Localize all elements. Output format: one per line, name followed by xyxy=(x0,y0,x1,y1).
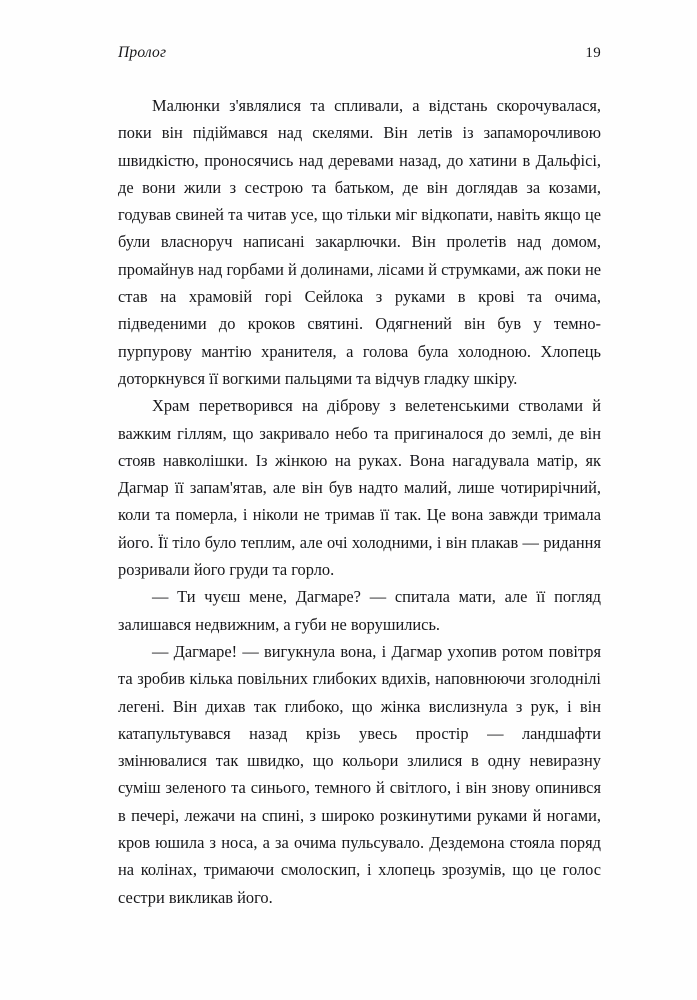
chapter-name: Пролог xyxy=(118,44,167,61)
running-head xyxy=(118,44,601,66)
paragraph: Малюнки з'являлися та спливали, а відстань скорочувалася, поки він підіймався над скелями. Він летів із запаморочливою швидкістю, проносячись над деревами назад, до хатини в Дальфісі, де вони жили з сестрою та батьком, де він доглядав за козами, годував свиней та читав усе, що тільки міг відкопати, навіть якщо це були власноруч написані закарлючки. Він пролетів над домом, промайнув над горбами й долинами, лісами й струмками, аж поки не став на храмовій горі Сейлока з руками в крові та очима, підведеними до кроков святині. Одягнений він був у темно-пурпурову мантію хранителя, а голова була холодною. Хлопець доторкнувся її вогкими пальцями та відчув гладку шкіру. xyxy=(118,96,601,388)
paragraph: Храм перетворився на діброву з велетенськими стволами й важким гіллям, що закривало небо та пригиналося до землі, де він стояв навколішки. Із жінкою на руках. Вона нагадувала матір, як Дагмар її запам'ятав, але він був надто малий, лише чотирирічний, коли та померла, і ніколи не тримав її так. Це вона завжди тримала його. Її тіло було теплим, але очі холодними, і він плакав — ридання розривали його груди та горло. xyxy=(118,396,601,580)
paragraph: — Ти чуєш мене, Дагмаре? — спитала мати, але її погляд залишався недвижним, а губи не ворушились. xyxy=(118,587,601,634)
body-text xyxy=(118,92,601,911)
page-number: 19 xyxy=(585,45,601,61)
paragraph: — Дагмаре! — вигукнула вона, і Дагмар ухопив ротом повітря та зробив кілька повільних глибоких вдихів, наповнюючи зголоднілі легені. Він дихав так глибоко, що жінка вислизнула з рук, і він катапультувався назад крізь увесь простір — ландшафти змінювалися так швидко, що кольори злилися в одну невиразну суміш зеленого та синього, темного й світлого, і він знову опинився в печері, лежачи на спині, з широко розкинутими руками й ногами, кров юшила з носа, а за очима пульсувало. Дездемона стояла поряд на колінах, тримаючи смолоскип, і хлопець зрозумів, що це голос сестри викликав його. xyxy=(118,641,601,907)
